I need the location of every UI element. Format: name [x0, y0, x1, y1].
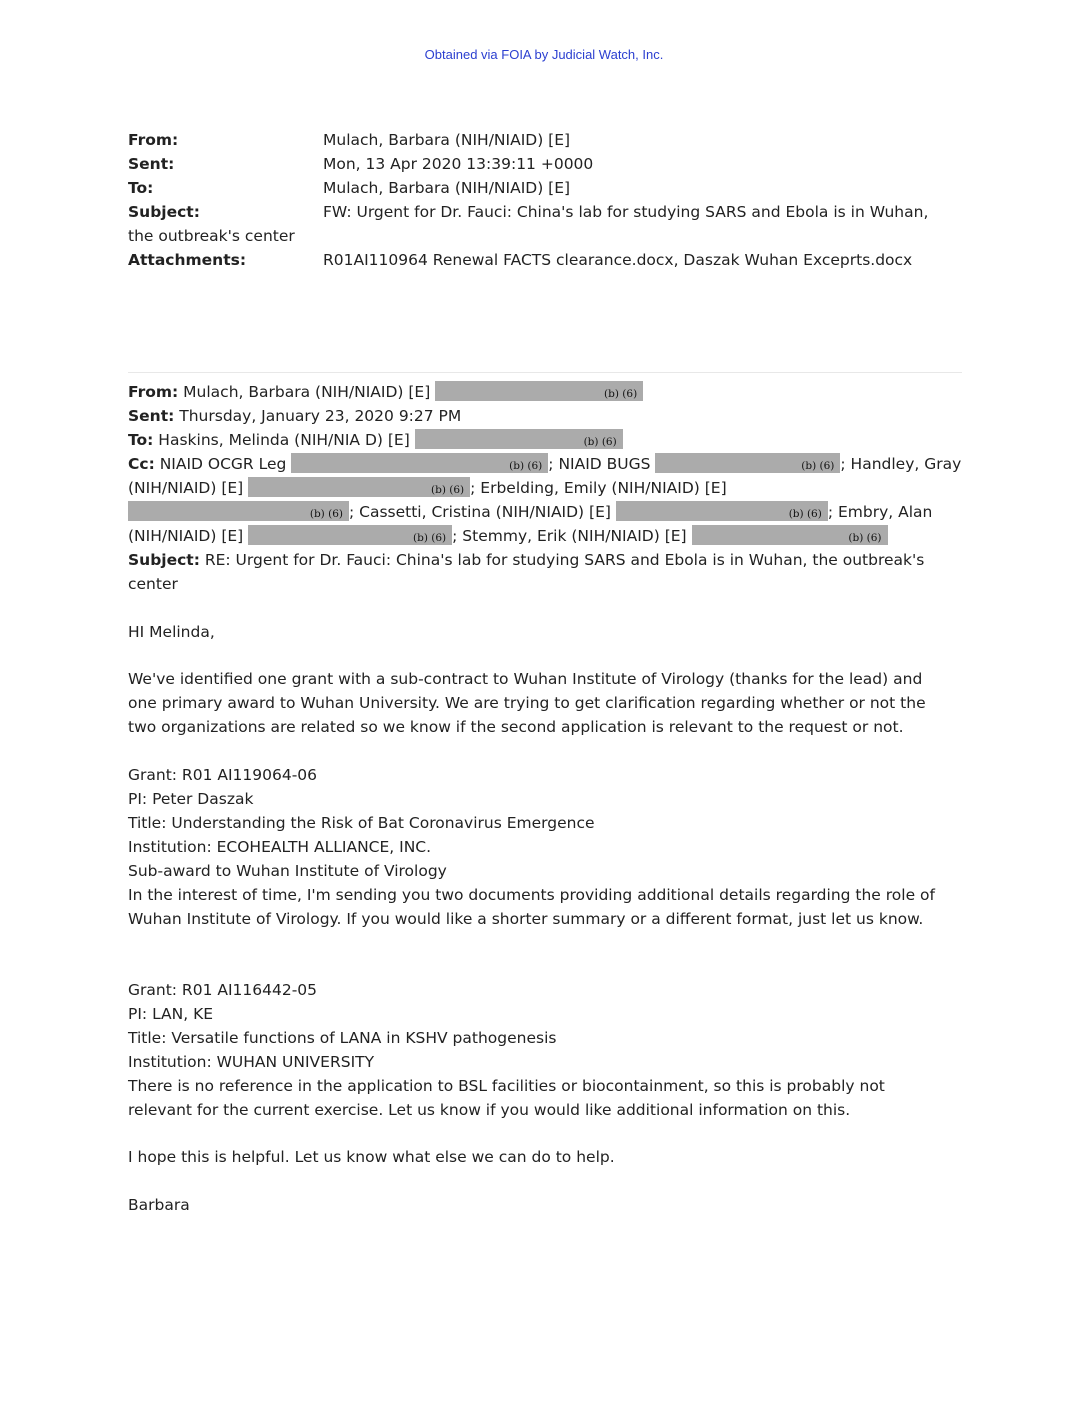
- cc-recipient: ; NIAID BUGS: [548, 455, 656, 473]
- inner-subject-value: RE: Urgent for Dr. Fauci: China's lab for studying SARS and Ebola is in Wuhan, the outbreak's: [199, 551, 925, 569]
- outer-subject-label: Subject:: [128, 203, 200, 221]
- grant1-line: Wuhan Institute of Virology. If you would like a shorter summary or a different format, just let us know.: [128, 910, 924, 928]
- cc-recipient: NIAID OCGR Leg: [154, 455, 292, 473]
- redaction-block: [435, 381, 643, 401]
- outer-subject-value: FW: Urgent for Dr. Fauci: China's lab for studying SARS and Ebola is in Wuhan,: [323, 203, 929, 221]
- inner-subject-row: [128, 548, 924, 572]
- inner-sent-value: Thursday, January 23, 2020 9:27 PM: [174, 407, 462, 425]
- grant1-line: Institution: ECOHEALTH ALLIANCE, INC.: [128, 838, 432, 856]
- inner-to-label: To:: [128, 431, 154, 449]
- outer-attachments-label: Attachments:: [128, 251, 247, 269]
- redaction-block: [692, 525, 888, 545]
- inner-cc-label: Cc:: [128, 455, 155, 473]
- outer-attachments-value[interactable]: R01AI110964 Renewal FACTS clearance.docx, Daszak Wuhan Exceprts.docx: [323, 251, 913, 269]
- redaction-block: [128, 501, 349, 521]
- closing-line: I hope this is helpful. Let us know what else we can do to help.: [128, 1148, 615, 1166]
- inner-subject-label: Subject:: [128, 551, 200, 569]
- outer-to-label: To:: [128, 179, 154, 197]
- outer-sent-label: Sent:: [128, 155, 175, 173]
- outer-to-value: Mulach, Barbara (NIH/NIAID) [E]: [323, 179, 571, 197]
- cc-recipient: (NIH/NIAID) [E]: [128, 479, 249, 497]
- cc-recipient: ; Embry, Alan: [827, 503, 933, 521]
- redaction-code: (b) (6): [848, 532, 882, 544]
- redaction-code: (b) (6): [801, 460, 835, 472]
- redaction-block: [616, 501, 828, 521]
- redaction-block: [248, 477, 470, 497]
- body-line: two organizations are related so we know if the second application is relevant to the request or not.: [128, 718, 904, 736]
- redaction-block: [655, 453, 840, 473]
- inner-subject-continuation: center: [128, 575, 178, 593]
- inner-from-row: [128, 380, 643, 404]
- cc-recipient: ; Erbelding, Emily (NIH/NIAID) [E]: [470, 479, 727, 497]
- body-line: We've identified one grant with a sub-contract to Wuhan Institute of Virology (thanks for the lead) and: [128, 670, 923, 688]
- signature: Barbara: [128, 1196, 190, 1214]
- redaction-code: (b) (6): [788, 508, 822, 520]
- outer-from-label: From:: [128, 131, 179, 149]
- grant2-line: PI: LAN, KE: [128, 1005, 214, 1023]
- inner-from-label: From:: [128, 383, 179, 401]
- inner-sent-label: Sent:: [128, 407, 175, 425]
- body-line: one primary award to Wuhan University. We are trying to get clarification regarding whether or not the: [128, 694, 926, 712]
- redaction-code: (b) (6): [583, 436, 617, 448]
- inner-cc-row-2: [128, 476, 727, 500]
- grant2-line: Institution: WUHAN UNIVERSITY: [128, 1053, 375, 1071]
- inner-from-value: Mulach, Barbara (NIH/NIAID) [E]: [178, 383, 436, 401]
- grant2-line: Grant: R01 AI116442-05: [128, 981, 318, 999]
- grant1-line: Title: Understanding the Risk of Bat Coronavirus Emergence: [128, 814, 595, 832]
- redaction-code: (b) (6): [509, 460, 543, 472]
- redaction-code: (b) (6): [431, 484, 465, 496]
- redaction-code: (b) (6): [413, 532, 447, 544]
- grant1-line: In the interest of time, I'm sending you two documents providing additional details regarding the role of: [128, 886, 935, 904]
- outer-sent-value: Mon, 13 Apr 2020 13:39:11 +0000: [323, 155, 594, 173]
- outer-to-row: [128, 176, 570, 200]
- inner-cc-row-4: [128, 524, 888, 548]
- outer-attachments-row: [128, 248, 912, 272]
- outer-subject-continuation: the outbreak's center: [128, 227, 295, 245]
- cc-recipient: ; Handley, Gray: [840, 455, 962, 473]
- header-divider: [128, 372, 962, 373]
- inner-to-row: [128, 428, 623, 452]
- foia-banner: Obtained via FOIA by Judicial Watch, Inc.: [424, 47, 664, 62]
- grant2-line: Title: Versatile functions of LANA in KSHV pathogenesis: [128, 1029, 557, 1047]
- redaction-block: [415, 429, 623, 449]
- cc-recipient: ; Stemmy, Erik (NIH/NIAID) [E]: [452, 527, 692, 545]
- grant1-line: PI: Peter Daszak: [128, 790, 254, 808]
- inner-sent-row: [128, 404, 461, 428]
- inner-to-value: Haskins, Melinda (NIH/NIA D) [E]: [153, 431, 415, 449]
- cc-recipient: (NIH/NIAID) [E]: [128, 527, 249, 545]
- greeting: HI Melinda,: [128, 623, 215, 641]
- redaction-block: [248, 525, 452, 545]
- redaction-block: [291, 453, 548, 473]
- grant1-line: Sub-award to Wuhan Institute of Virology: [128, 862, 447, 880]
- outer-sent-row: [128, 152, 593, 176]
- redaction-code: (b) (6): [309, 508, 343, 520]
- outer-from-row: [128, 128, 570, 152]
- grant1-line: Grant: R01 AI119064-06: [128, 766, 318, 784]
- inner-cc-row-1: [128, 452, 961, 476]
- redaction-code: (b) (6): [604, 388, 638, 400]
- outer-subject-row: [128, 200, 928, 224]
- cc-recipient: ; Cassetti, Cristina (NIH/NIAID) [E]: [349, 503, 616, 521]
- grant2-line: relevant for the current exercise. Let us know if you would like additional information on this.: [128, 1101, 851, 1119]
- grant2-line: There is no reference in the application to BSL facilities or biocontainment, so this is probably not: [128, 1077, 885, 1095]
- outer-from-value: Mulach, Barbara (NIH/NIAID) [E]: [323, 131, 571, 149]
- inner-cc-row-3: [128, 500, 932, 524]
